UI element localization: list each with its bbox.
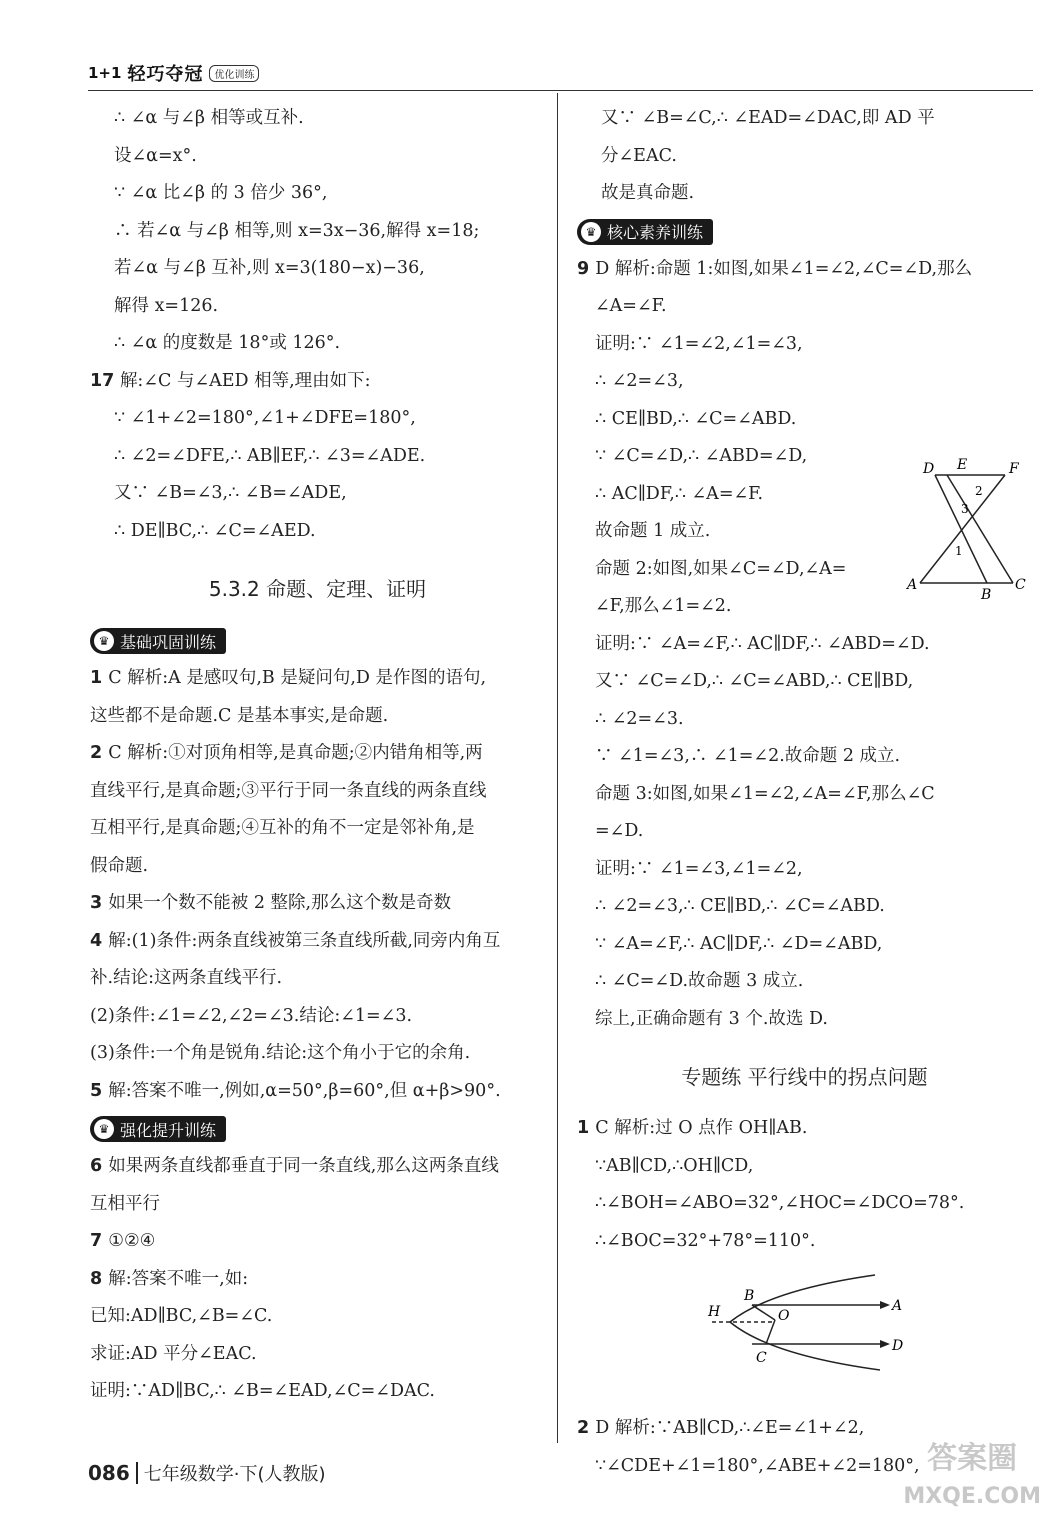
answer-text: ∠A=∠F. xyxy=(595,296,667,316)
basic-items xyxy=(90,660,545,1110)
answer-line xyxy=(90,885,545,923)
answer-text: 直线平行,是真命题;③平行于同一条直线的两条直线 xyxy=(90,780,487,801)
answer-line xyxy=(90,1298,545,1336)
answer-text: 命题 2:如图,如果∠C=∠D,∠A= xyxy=(595,558,847,579)
answer-line xyxy=(90,773,545,811)
brand-name: 轻巧夺冠 xyxy=(127,64,204,85)
q9-line xyxy=(577,288,1032,326)
answer-text: 证明:∵ ∠1=∠2,∠1=∠3, xyxy=(595,333,803,354)
answer-line xyxy=(90,848,545,886)
page-footer xyxy=(88,1460,326,1486)
fig2-label-a: A xyxy=(892,1298,903,1314)
answer-line xyxy=(90,1336,545,1374)
answer-text: 解:答案不唯一,例如,α=50°,β=60°,但 α+β>90°. xyxy=(108,1080,501,1101)
p1-line xyxy=(577,1223,1032,1261)
answer-line xyxy=(90,1073,545,1111)
q9-line xyxy=(577,326,1032,364)
answer-text: 已知:AD∥BC,∠B=∠C. xyxy=(90,1306,273,1326)
q9-line xyxy=(577,813,1032,851)
question-number: 9 xyxy=(577,258,596,279)
fig1-label-a: A xyxy=(907,577,918,593)
answer-text: 解:答案不唯一,如: xyxy=(108,1268,249,1289)
answer-line xyxy=(90,810,545,848)
q9-line xyxy=(577,738,1032,776)
q8-line: 故是真命题. xyxy=(601,183,695,203)
answer-text: (3)条件:一个角是锐角.结论:这个角小于它的余角. xyxy=(90,1043,471,1063)
answer-line xyxy=(90,960,545,998)
answer-text: 又∵ ∠C=∠D,∴ ∠C=∠ABD,∴ CE∥BD, xyxy=(595,671,914,691)
answer-text: ∵ ∠1=∠3,∴ ∠1=∠2.故命题 2 成立. xyxy=(595,746,901,766)
q9-line xyxy=(577,701,1032,739)
question-number: 6 xyxy=(90,1156,109,1176)
answer-text: ∵ ∠C=∠D,∴ ∠ABD=∠D, xyxy=(595,446,808,466)
answer-text: 求证:AD 平分∠EAC. xyxy=(90,1343,257,1364)
fig2-label-d: D xyxy=(892,1338,904,1354)
badge-core-label: 核心素养训练 xyxy=(607,223,704,242)
q17-first-line xyxy=(90,363,545,401)
answer-text: 命题 3:如图,如果∠1=∠2,∠A=∠F,那么∠C xyxy=(595,783,935,804)
fig1-angle-2: 2 xyxy=(975,484,983,498)
answer-text: ∵∠CDE+∠1=180°,∠ABE+∠2=180°, xyxy=(595,1455,920,1476)
answer-text: ∵ ∠A=∠F,∴ AC∥DF,∴ ∠D=∠ABD, xyxy=(595,933,883,954)
answer-text: 解:(1)条件:两条直线被第三条直线所截,同旁内角互 xyxy=(108,930,501,951)
p1-solution xyxy=(577,1110,1032,1260)
footer-separator xyxy=(136,1462,138,1484)
fig1-label-c: C xyxy=(1015,577,1026,593)
q9-line xyxy=(577,401,1032,439)
q9-line xyxy=(577,363,1032,401)
column-divider xyxy=(557,93,558,1443)
q8-line: 分∠EAC. xyxy=(601,145,677,166)
answer-text: D 解析:命题 1:如图,如果∠1=∠2,∠C=∠D,那么 xyxy=(595,258,973,279)
crown-icon: ♛ xyxy=(581,222,601,242)
question-number: 4 xyxy=(90,930,109,951)
page-header xyxy=(88,58,259,88)
p1-line xyxy=(577,1185,1032,1223)
q9-line xyxy=(577,251,1032,289)
q9-solution xyxy=(577,251,1032,1039)
q17-line: ∵ ∠1+∠2=180°,∠1+∠DFE=180°, xyxy=(114,408,416,428)
answer-text: 综上,正确命题有 3 个.故选 D. xyxy=(595,1008,828,1029)
answer-line xyxy=(90,1186,545,1224)
badge-advanced-label: 强化提升训练 xyxy=(120,1120,217,1140)
q16-line: ∴ ∠α 与∠β 相等或互补. xyxy=(114,108,304,128)
fig1-label-f: F xyxy=(1009,461,1019,477)
answer-line xyxy=(90,735,545,773)
q8-continued xyxy=(577,100,1032,213)
logo-icon: 1+1 xyxy=(88,64,122,82)
question-number: 1 xyxy=(577,1118,596,1138)
question-number: 5 xyxy=(90,1080,109,1101)
fig2-label-o: O xyxy=(778,1308,790,1324)
answer-text: 补.结论:这两条直线平行. xyxy=(90,968,283,988)
fig2-label-b: B xyxy=(744,1288,755,1304)
q16-line: 若∠α 与∠β 互补,则 x=3(180−x)−36, xyxy=(114,258,425,278)
q16-line: 解得 x=126. xyxy=(114,295,219,316)
brand-subtitle: 优化训练 xyxy=(209,65,259,82)
answer-text: C 解析:①对顶角相等,是真命题;②内错角相等,两 xyxy=(108,743,483,763)
q9-line xyxy=(577,776,1032,814)
answer-text: ∴∠BOC=32°+78°=110°. xyxy=(595,1230,816,1251)
answer-text: ∴ ∠C=∠D.故命题 3 成立. xyxy=(595,971,804,991)
answer-text: 互相平行 xyxy=(90,1193,160,1214)
answer-text: 证明:∵ ∠A=∠F,∴ AC∥DF,∴ ∠ABD=∠D. xyxy=(595,633,930,654)
crown-icon: ♛ xyxy=(94,631,114,651)
answer-line xyxy=(90,660,545,698)
answer-text: C 解析:A 是感叹句,B 是疑问句,D 是作图的语句, xyxy=(108,668,487,688)
badge-core xyxy=(577,219,713,245)
question-number: 2 xyxy=(90,743,109,763)
q9-line xyxy=(577,626,1032,664)
answer-line xyxy=(90,998,545,1036)
q17-text: 解:∠C 与∠AED 相等,理由如下: xyxy=(119,370,371,391)
book-title: 七年级数学·下(人教版) xyxy=(143,1464,326,1485)
answer-text: 互相平行,是真命题;④互补的角不一定是邻补角,是 xyxy=(90,818,475,838)
advanced-items xyxy=(90,1148,545,1411)
answer-text: ①②④ xyxy=(108,1231,156,1251)
answer-text: ∴ ∠2=∠3, xyxy=(595,371,684,391)
answer-text: ∴ ∠2=∠3. xyxy=(595,708,684,729)
watermark-logo xyxy=(903,1440,1041,1516)
q17-line: ∴ ∠2=∠DFE,∴ AB∥EF,∴ ∠3=∠ADE. xyxy=(114,445,426,466)
q16-line: ∴ 若∠α 与∠β 相等,则 x=3x−36,解得 x=18; xyxy=(114,220,480,241)
answer-text: ∴ ∠2=∠3,∴ CE∥BD,∴ ∠C=∠ABD. xyxy=(595,896,885,916)
q17-line: 又∵ ∠B=∠3,∴ ∠B=∠ADE, xyxy=(114,483,347,503)
q9-line xyxy=(577,851,1032,889)
answer-line xyxy=(90,1261,545,1299)
answer-text: 如果两条直线都垂直于同一条直线,那么这两条直线 xyxy=(108,1156,499,1176)
answer-line xyxy=(90,1223,545,1261)
fig2-label-c: C xyxy=(756,1350,767,1366)
answer-text: 证明:∵AD∥BC,∴ ∠B=∠EAD,∠C=∠DAC. xyxy=(90,1381,435,1401)
figure-parallel-lines xyxy=(700,1270,910,1380)
answer-text: ∴∠BOH=∠ABO=32°,∠HOC=∠DCO=78°. xyxy=(595,1193,965,1213)
answer-text: 这些都不是命题.C 是基本事实,是命题. xyxy=(90,705,389,726)
question-number: 3 xyxy=(90,893,109,913)
answer-text: ∠F,那么∠1=∠2. xyxy=(595,596,732,616)
q9-line xyxy=(577,888,1032,926)
answer-text: 如果一个数不能被 2 整除,那么这个数是奇数 xyxy=(108,893,452,913)
section-title: 5.3.2 命题、定理、证明 xyxy=(208,577,427,601)
answer-line xyxy=(90,1148,545,1186)
q16-solution xyxy=(90,100,545,363)
answer-line xyxy=(90,1035,545,1073)
p1-line xyxy=(577,1148,1032,1186)
fig1-label-d: D xyxy=(923,461,935,477)
q16-line: 设∠α=x°. xyxy=(114,145,197,166)
answer-text: 证明:∵ ∠1=∠3,∠1=∠2, xyxy=(595,858,803,879)
question-number: 8 xyxy=(90,1268,109,1289)
question-number: 2 xyxy=(577,1418,596,1438)
page-number: 086 xyxy=(88,1461,130,1485)
q9-line xyxy=(577,963,1032,1001)
q17-number: 17 xyxy=(90,370,115,391)
q16-line: ∴ ∠α 的度数是 18°或 126°. xyxy=(114,333,341,353)
badge-basic-label: 基础巩固训练 xyxy=(120,632,217,652)
section-title-2: 专题练 平行线中的拐点问题 xyxy=(681,1065,928,1089)
watermark-line1: 答案圈 xyxy=(927,1441,1018,1476)
q9-line xyxy=(577,926,1032,964)
answer-line xyxy=(90,1373,545,1411)
q17-line: ∴ DE∥BC,∴ ∠C=∠AED. xyxy=(114,520,316,541)
answer-line xyxy=(90,923,545,961)
header-divider xyxy=(88,90,1033,91)
crown-icon: ♛ xyxy=(94,1119,114,1139)
fig1-angle-1: 1 xyxy=(955,544,963,558)
left-column xyxy=(90,100,545,1411)
badge-advanced xyxy=(90,1116,226,1142)
fig2-label-h: H xyxy=(708,1304,721,1320)
figure-triangles xyxy=(905,455,1035,605)
answer-text: 假命题. xyxy=(90,855,149,876)
answer-text: ∴ CE∥BD,∴ ∠C=∠ABD. xyxy=(595,408,797,429)
fig1-label-e: E xyxy=(957,457,968,473)
answer-text: 故命题 1 成立. xyxy=(595,521,711,541)
p1-line xyxy=(577,1110,1032,1148)
q8-line: 又∵ ∠B=∠C,∴ ∠EAD=∠DAC,即 AD 平 xyxy=(601,108,935,128)
answer-text: D 解析:∵AB∥CD,∴∠E=∠1+∠2, xyxy=(595,1418,865,1438)
q16-line: ∵ ∠α 比∠β 的 3 倍少 36°, xyxy=(114,183,328,203)
answer-text: (2)条件:∠1=∠2,∠2=∠3.结论:∠1=∠3. xyxy=(90,1005,413,1026)
answer-text: ∵AB∥CD,∴OH∥CD, xyxy=(595,1155,754,1176)
q17-solution xyxy=(90,400,545,550)
question-number: 7 xyxy=(90,1231,109,1251)
q9-line xyxy=(577,663,1032,701)
watermark-line2: MXQE.COM xyxy=(903,1484,1041,1509)
answer-line xyxy=(90,698,545,736)
q9-line xyxy=(577,1001,1032,1039)
fig1-label-b: B xyxy=(981,587,992,603)
answer-text: ∴ AC∥DF,∴ ∠A=∠F. xyxy=(595,483,764,504)
answer-text: C 解析:过 O 点作 OH∥AB. xyxy=(595,1118,808,1138)
answer-text: =∠D. xyxy=(595,821,644,841)
fig1-angle-3: 3 xyxy=(961,502,969,516)
badge-basic xyxy=(90,628,226,654)
question-number: 1 xyxy=(90,668,109,688)
